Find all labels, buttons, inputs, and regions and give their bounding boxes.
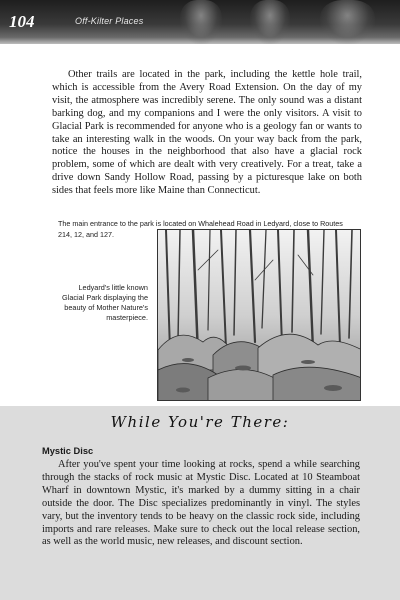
page-number: 104 [9, 12, 35, 31]
forest-rocks-illustration [158, 230, 361, 401]
sidebar-title: While You're There: [110, 413, 290, 431]
page-header [0, 0, 400, 44]
glacial-park-photo [157, 229, 361, 401]
book-title: Off-Kilter Places [75, 16, 144, 26]
directions-caption: The main entrance to the park is located on Whalehead Road in Ledyard, close to Routes 214, 12, and 127. [58, 219, 343, 239]
article-paragraph: Other trails are located in the park, including the kettle hole trail, which is accessible from the Avery Road Extension. On the day of my visit, the atmosphere was incredibly serene. The only sound was a distant barking dog, and my companions and I were the only visitors. A visit to Glacial Park is recommended for anyone who is a geology fan or wants to take an interesting walk in the woods. On your way back from the park, notice the houses in the neighborhood that also have a glacial rock problem, some of which are dealt with very creatively. For a treat, take a drive down Sandy Hollow Road, passing by a picturesque lake on both sides that feels more like Maine than Connecticut. [52, 69, 362, 197]
sidebar-paragraph: After you've spent your time looking at rocks, spend a while searching through the stacks of rock music at Mystic Disc. Located at 10 Steamboat Wharf in downtown Mystic, it's marked by a dummy sitting in a chair outside the door. The Disc specializes predominantly in vinyl. The styles vary, but the inventory tends to be heavy on the classic rock side, including imports and rare releases. Make sure to check out the local release section, as well as the world music, new releases, and discount section. [42, 459, 360, 548]
photo-caption: Ledyard's little known Glacial Park displaying the beauty of Mother Nature's masterpiece. [62, 283, 148, 322]
sidebar-heading: Mystic Disc [42, 446, 94, 456]
header-ghost-figure [180, 0, 222, 44]
header-ghost-figure [250, 0, 290, 44]
header-ghost-figure [320, 0, 375, 44]
